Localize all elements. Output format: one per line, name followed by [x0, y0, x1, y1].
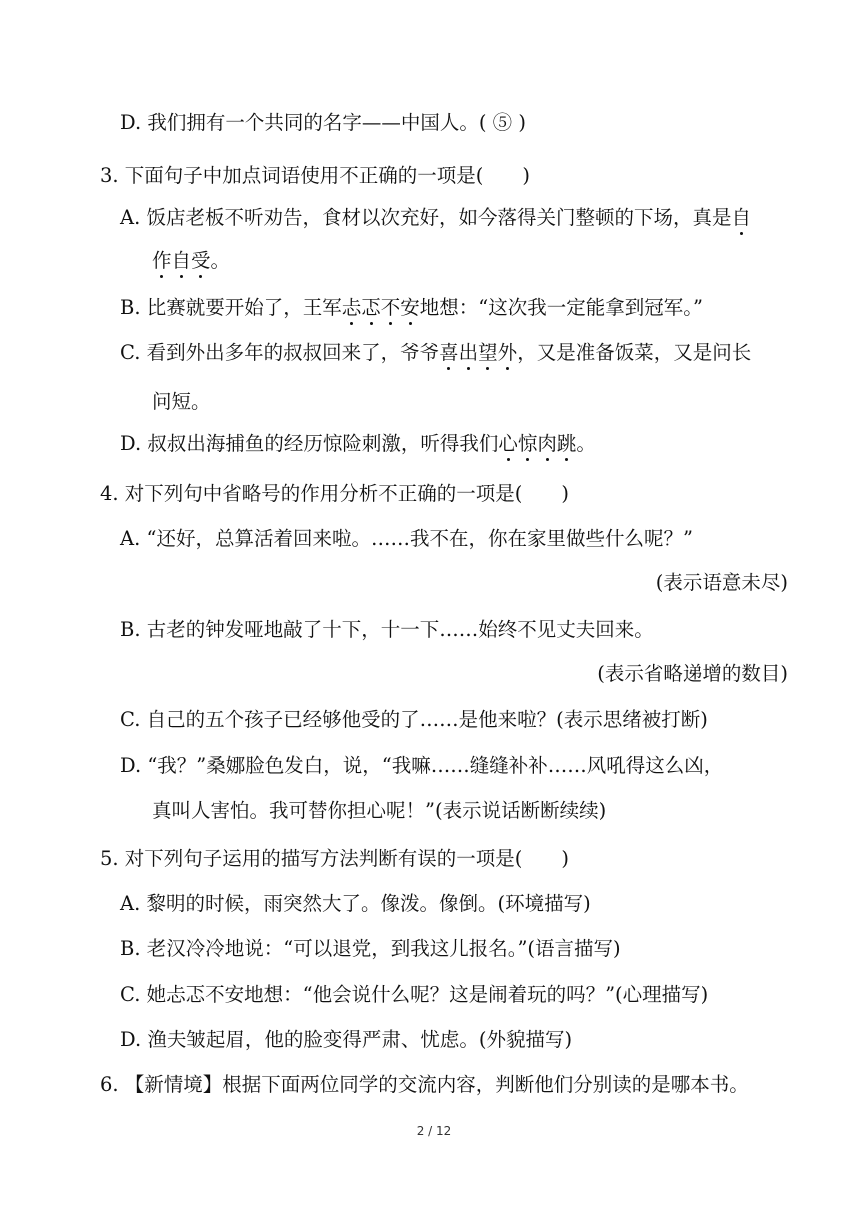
- text-line: [120, 431, 596, 457]
- text-segment: C. 看到外出多年的叔叔回来了，爷爷: [120, 341, 440, 364]
- emphasis-char: 喜: [439, 341, 459, 364]
- question-stem: 6. 【新情境】根据下面两位同学的交流内容，判断他们分别读的是哪本书。: [100, 1073, 749, 1096]
- emphasis-char: 自: [731, 206, 751, 229]
- text-line: [120, 205, 751, 231]
- text-segment: B. 比赛就要开始了，王军: [120, 296, 342, 319]
- text-line: D. 我们拥有一个共同的名字——中国人。( ⑤ ): [120, 111, 526, 134]
- text-line: C. 自己的五个孩子已经够他受的了……是他来啦？(表示思绪被打断): [120, 708, 708, 731]
- text-segment: 。: [576, 432, 596, 455]
- option-note: (表示语意未尽): [655, 571, 788, 594]
- option-note: (表示省略递增的数目): [597, 662, 788, 685]
- text-line: [120, 295, 703, 321]
- emphasis-char: 不: [380, 296, 401, 319]
- emphasis-char: 望: [478, 341, 498, 364]
- question-stem: 4. 对下列句中省略号的作用分析不正确的一项是( ): [100, 482, 570, 505]
- question-stem: 5. 对下列句子运用的描写方法判断有误的一项是( ): [100, 847, 570, 870]
- text-line: 真叫人害怕。我可替你担心呢！”(表示说话断断续续): [152, 799, 607, 822]
- text-line: B. 古老的钟发哑地敲了十下，十一下……始终不见丈夫回来。: [120, 618, 654, 641]
- emphasis-char: 心: [498, 432, 518, 455]
- text-segment: 地想：“这次我一定能拿到冠军。”: [419, 296, 703, 319]
- emphasis-char: 自: [171, 249, 192, 272]
- question-stem: 3. 下面句子中加点词语使用不正确的一项是( ): [100, 164, 531, 187]
- text-segment: 。: [210, 249, 231, 272]
- page-number: 2 / 12: [416, 1124, 452, 1138]
- text-segment: A. 饭店老板不听劝告，食材以次充好，如今落得关门整顿的下场，真是: [120, 206, 732, 229]
- text-line: D. 渔夫皱起眉，他的脸变得严肃、忧虑。(外貌描写): [120, 1028, 573, 1051]
- emphasis-char: 忐: [341, 296, 362, 319]
- text-segment: D. 叔叔出海捕鱼的经历惊险刺激，听得我们: [120, 432, 499, 455]
- emphasis-char: 安: [400, 296, 420, 319]
- emphasis-char: 受: [191, 249, 211, 272]
- text-line: [120, 340, 751, 366]
- emphasis-char: 作: [152, 249, 172, 272]
- text-line: [152, 248, 230, 274]
- emphasis-char: 跳: [556, 432, 577, 455]
- emphasis-char: 肉: [537, 432, 557, 455]
- emphasis-char: 出: [458, 341, 479, 364]
- text-line: 问短。: [152, 390, 211, 413]
- emphasis-char: 外: [497, 341, 518, 364]
- emphasis-char: 惊: [517, 432, 538, 455]
- text-line: A. “还好，总算活着回来啦。……我不在，你在家里做些什么呢？”: [120, 527, 693, 550]
- text-segment: ，又是准备饭菜，又是问长: [517, 341, 752, 364]
- text-line: C. 她忐忑不安地想：“他会说什么呢？这是闹着玩的吗？”(心理描写): [120, 983, 709, 1006]
- emphasis-char: 忑: [361, 296, 381, 319]
- text-line: B. 老汉冷冷地说：“可以退党，到我这儿报名。”(语言描写): [120, 937, 621, 960]
- text-line: A. 黎明的时候，雨突然大了。像泼。像倒。(环境描写): [120, 892, 591, 915]
- text-line: D. “我？”桑娜脸色发白，说，“我嘛……缝缝补补……风吼得这么凶，: [120, 754, 724, 777]
